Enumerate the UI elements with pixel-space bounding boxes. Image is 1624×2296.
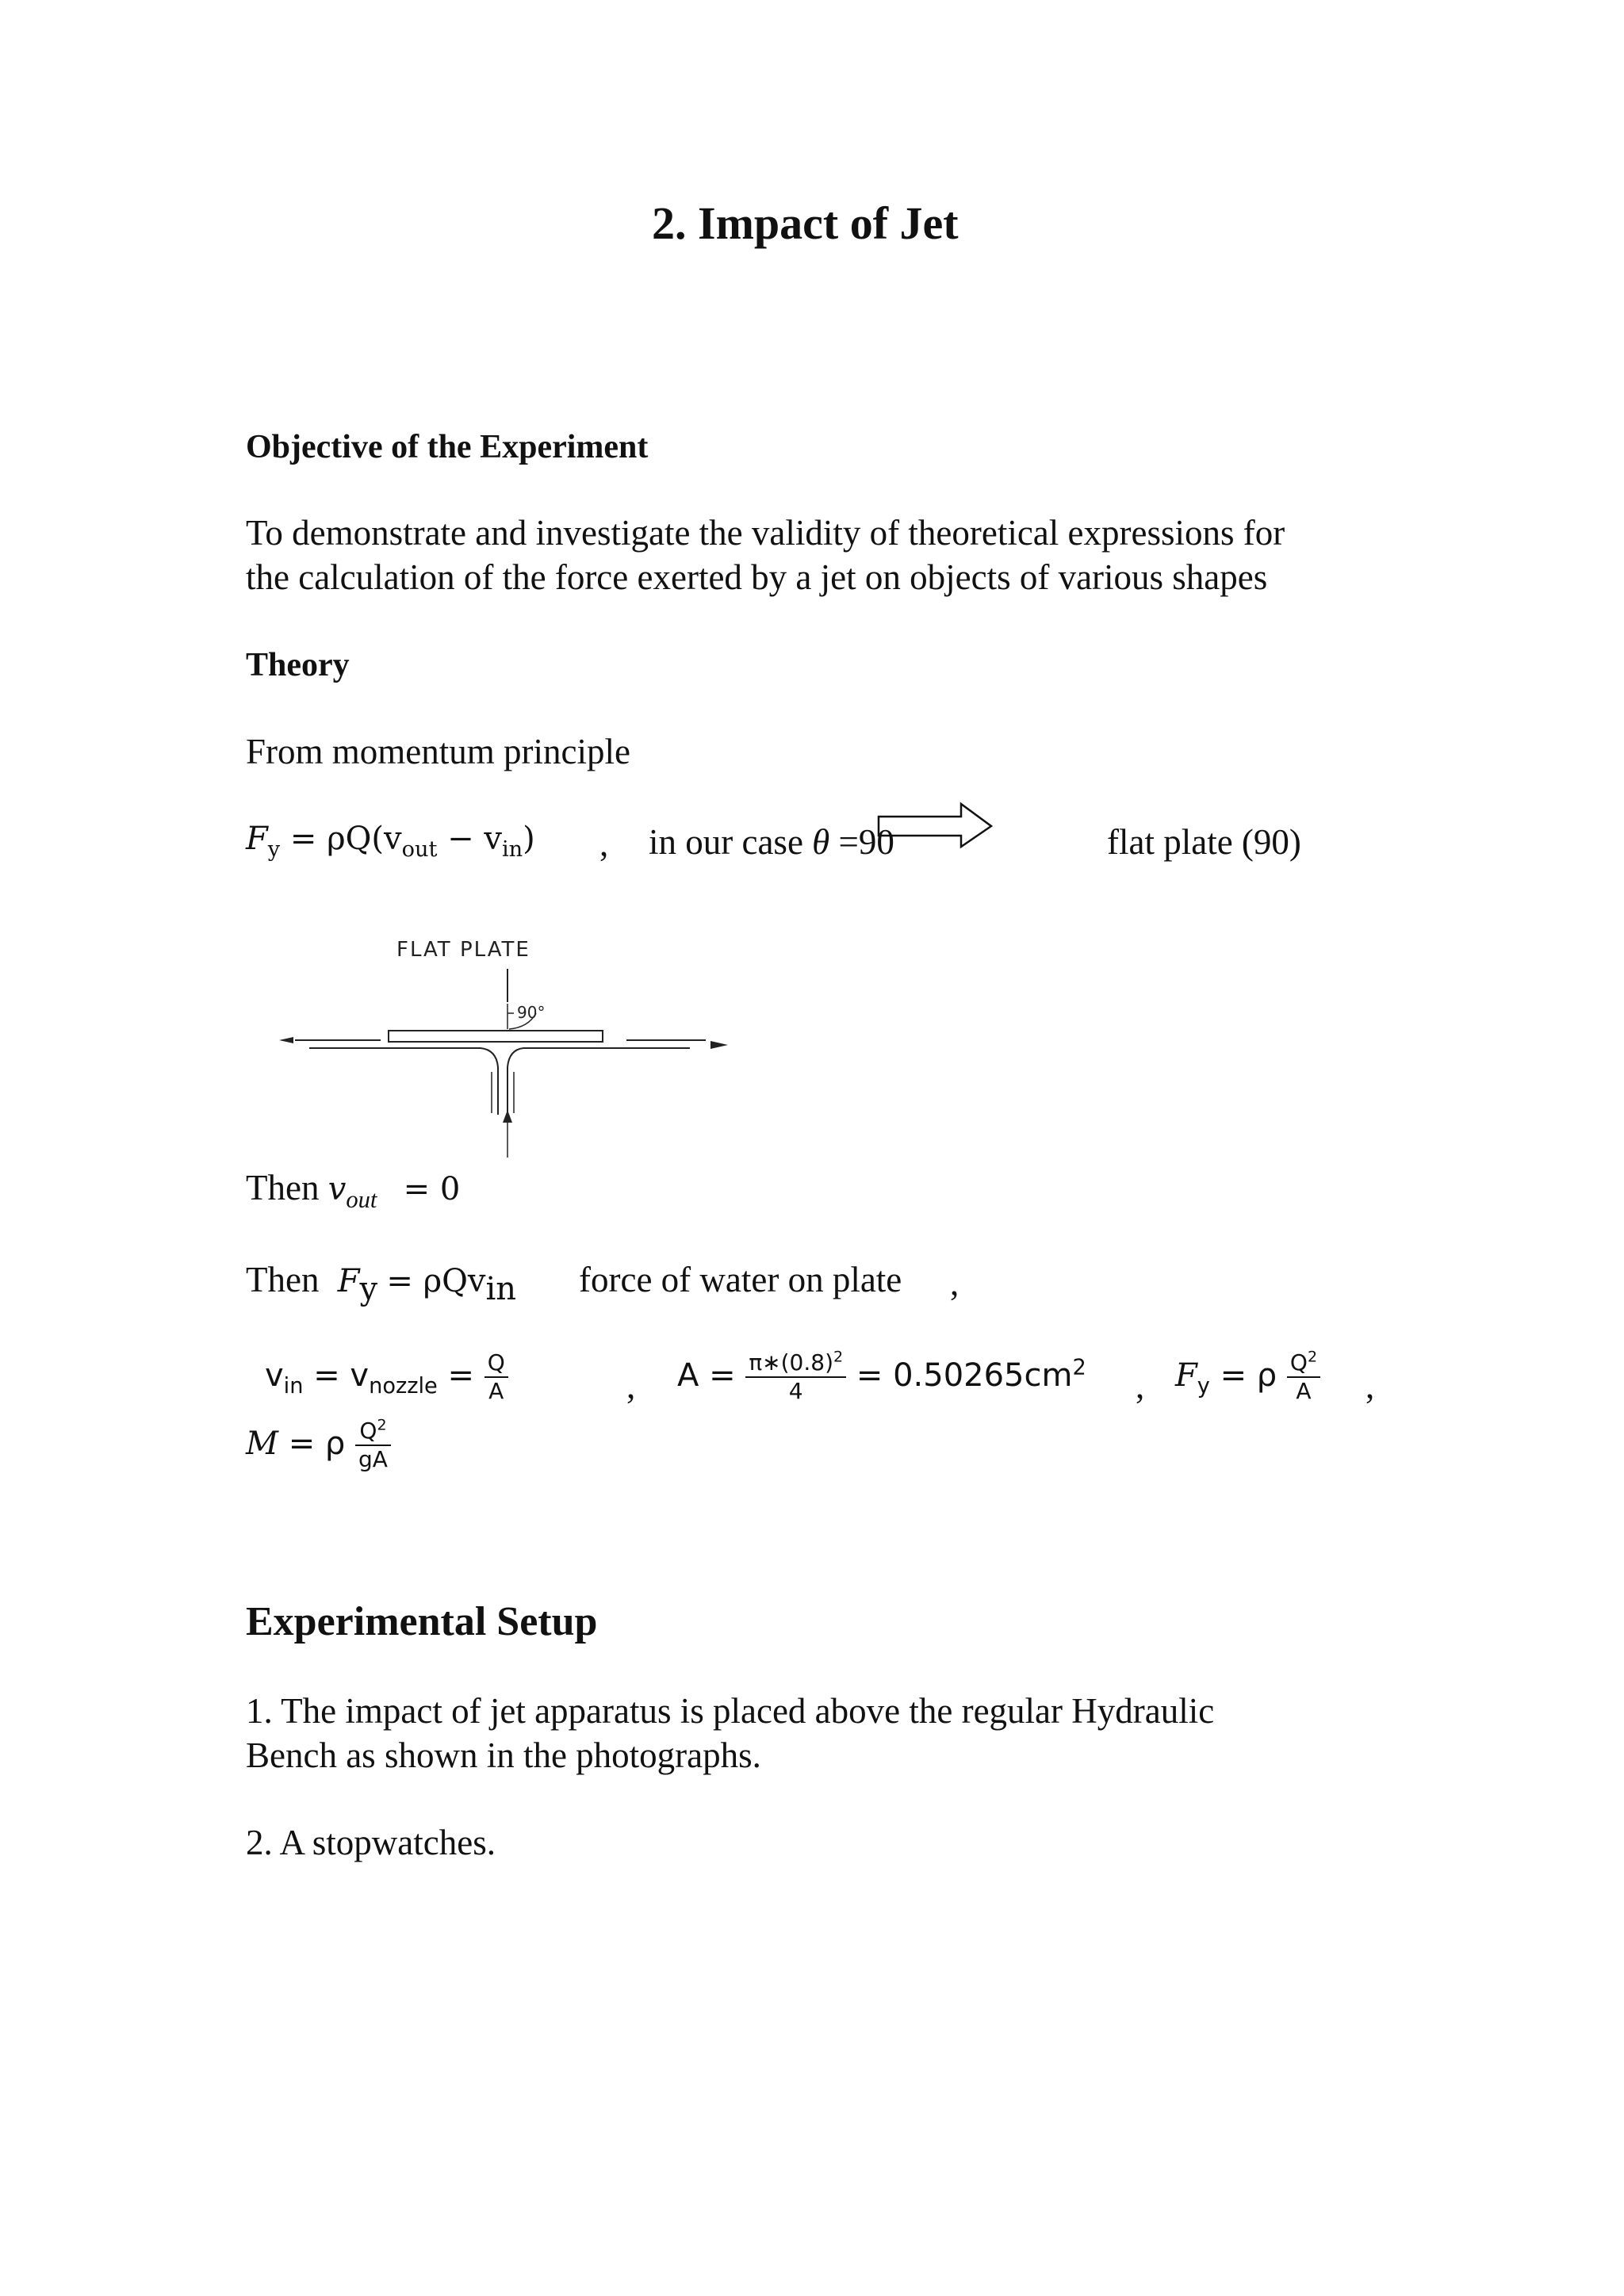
then2-comma: ,: [950, 1263, 959, 1303]
area-num: [745, 1349, 846, 1378]
momentum-equation: [246, 821, 535, 862]
vin-fraction: [485, 1349, 508, 1405]
setup-item-1-line-1: 1. The impact of jet apparatus is placed above the regular Hydraulic: [246, 1691, 1215, 1731]
area-equation: [677, 1349, 1086, 1405]
eq1-sub-out: out: [401, 837, 438, 862]
eq1-rhs-c: ): [523, 821, 535, 857]
area-rhs-sup: 2: [1072, 1355, 1086, 1380]
objective-heading: Objective of the Experiment: [246, 429, 649, 465]
vin-den: A: [488, 1378, 504, 1404]
eq1-force-symbol: F: [246, 821, 268, 857]
vin-num: Q: [485, 1349, 508, 1378]
then1-sub: out: [346, 1186, 377, 1213]
fy-num-text: Q: [1289, 1349, 1308, 1376]
then2-desc: force of water on plate: [579, 1260, 902, 1299]
mass-fraction: [355, 1418, 391, 1473]
then2-rhs: = ρQv: [386, 1263, 486, 1299]
area-lhs: A =: [677, 1357, 736, 1394]
fy-F: F: [1175, 1357, 1197, 1394]
right-arrow-icon: [877, 799, 996, 850]
then2-F: F: [337, 1263, 360, 1299]
fy-eq: = ρ: [1220, 1357, 1277, 1394]
mass-M: M: [246, 1425, 278, 1462]
then2-sub: y: [359, 1271, 378, 1307]
vin-eq: = v: [313, 1357, 370, 1394]
fy-den: A: [1296, 1378, 1312, 1404]
flat-plate-figure-label: FLAT PLATE: [396, 938, 530, 962]
case-text: [649, 820, 894, 864]
velocity-equation: [265, 1349, 508, 1405]
vin-v: v: [265, 1357, 284, 1394]
then1-word: Then: [246, 1168, 320, 1207]
mass-equation: [246, 1418, 391, 1473]
fy-num: [1287, 1349, 1320, 1378]
theory-heading: Theory: [246, 647, 350, 683]
setup-item-1-line-2: Bench as shown in the photographs.: [246, 1735, 761, 1775]
theory-intro: From momentum principle: [246, 732, 630, 771]
page-title: 2. Impact of Jet: [652, 197, 959, 249]
theta-symbol: θ: [812, 822, 830, 862]
mass-num-text: Q: [359, 1418, 377, 1444]
flat-plate-diagram: [262, 928, 753, 1165]
mass-num-sup: 2: [377, 1416, 387, 1434]
mass-eq: = ρ: [288, 1425, 346, 1462]
area-fraction: [745, 1349, 846, 1405]
then-force-line: [246, 1257, 517, 1307]
fy-num-sup: 2: [1307, 1348, 1318, 1366]
eq1-comma: ,: [599, 824, 609, 863]
fy-fraction: [1287, 1349, 1320, 1405]
then1-v: v: [327, 1171, 347, 1207]
objective-line-1: To demonstrate and investigate the validity of theoretical expressions for: [246, 513, 1285, 553]
mass-den: gA: [358, 1446, 388, 1472]
force-equation: [1175, 1349, 1320, 1405]
vin-eq2: =: [447, 1357, 475, 1394]
then2-rhs-sub: in: [485, 1271, 517, 1307]
eq1-sub-in: in: [501, 837, 523, 862]
eq1-rhs-b: − v: [437, 821, 502, 857]
sep-comma-1: ,: [626, 1366, 636, 1406]
area-num-sup: 2: [833, 1348, 844, 1366]
eq1-force-sub: y: [267, 837, 281, 862]
sep-comma-2: ,: [1136, 1366, 1145, 1406]
area-num-text: π∗(0.8): [749, 1349, 834, 1376]
objective-line-2: the calculation of the force exerted by a jet on objects of various shapes: [246, 557, 1268, 597]
then-vout-line: [246, 1165, 460, 1211]
vin-sub: in: [283, 1374, 304, 1399]
angle-label: 90°: [517, 1003, 546, 1022]
case-label: in our case: [649, 822, 803, 862]
area-den: 4: [788, 1378, 803, 1404]
flat-plate-label: flat plate (90): [1107, 822, 1301, 862]
then1-rhs: = 0: [403, 1171, 461, 1207]
vin-nozzle-sub: nozzle: [369, 1374, 438, 1399]
fy-sub: y: [1197, 1374, 1210, 1399]
setup-heading: Experimental Setup: [246, 1599, 598, 1644]
case-value: =90: [838, 822, 894, 862]
sep-comma-3: ,: [1365, 1366, 1375, 1406]
eq1-rhs-a: = ρQ(v: [289, 821, 402, 857]
setup-item-2: 2. A stopwatches.: [246, 1823, 496, 1862]
then2-word: Then: [246, 1260, 320, 1299]
area-rhs: = 0.50265cm: [856, 1357, 1073, 1394]
mass-num: [355, 1418, 391, 1446]
